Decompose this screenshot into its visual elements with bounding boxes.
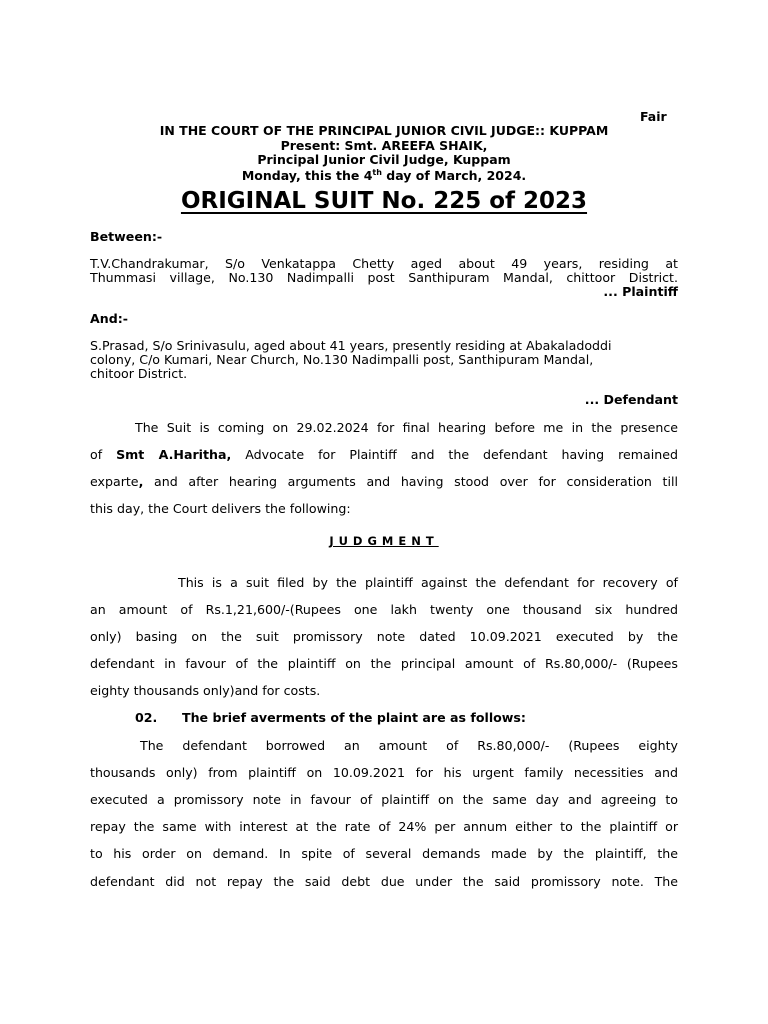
para1-line-2: an amount of Rs.1,21,600/-(Rupees one lakh twenty one thousand six hundred: [90, 602, 678, 617]
para2-line-1: The defendant borrowed an amount of Rs.80,000/- (Rupees eighty: [140, 738, 678, 753]
para1-line-3: only) basing on the suit promissory note dated 10.09.2021 executed by the: [90, 629, 678, 644]
defendant-line-1: S.Prasad, S/o Srinivasulu, aged about 41 years, presently residing at Abakaladoddi: [90, 338, 612, 353]
hearing-text: of: [90, 447, 117, 462]
judgment-heading: JUDGMENT: [329, 534, 439, 548]
plaintiff-line-2: Thummasi village, No.130 Nadimpalli post Santhipuram Mandal, chittoor District.: [90, 270, 678, 285]
judgment-date: [90, 165, 678, 183]
para2-heading: The brief averments of the plaint are as follows:: [182, 710, 526, 725]
para1-line-1: This is a suit filed by the plaintiff against the defendant for recovery of: [178, 575, 678, 590]
para1-line-4: defendant in favour of the plaintiff on the principal amount of Rs.80,000/- (Rupees: [90, 656, 678, 671]
and-label: And:-: [90, 311, 128, 326]
para2-line-2: thousands only) from plaintiff on 10.09.2021 for his urgent family necessities and: [90, 765, 678, 780]
date-prefix: Monday, this the 4: [241, 168, 373, 184]
advocate-name: Smt A.Haritha,: [116, 447, 232, 462]
defendant-role: ... Defendant: [584, 392, 678, 407]
hearing-text: exparte: [90, 474, 139, 489]
hearing-line-3: [90, 474, 678, 489]
presiding-officer: Present: Smt. AREEFA SHAIK,: [280, 138, 488, 153]
plaintiff-line-1: T.V.Chandrakumar, S/o Venkatappa Chetty aged about 49 years, residing at: [90, 256, 678, 271]
judge-designation: Principal Junior Civil Judge, Kuppam: [257, 152, 511, 167]
plaintiff-role: ... Plaintiff: [603, 284, 678, 299]
para2-line-4: repay the same with interest at the rate of 24% per annum either to the plaintiff or: [90, 819, 678, 834]
hearing-line-4: this day, the Court delivers the following:: [90, 501, 351, 516]
para2-line-3: executed a promissory note in favour of plaintiff on the same day and agreeing to: [90, 792, 678, 807]
date-ordinal: th: [372, 168, 382, 177]
court-name: IN THE COURT OF THE PRINCIPAL JUNIOR CIVIL JUDGE:: KUPPAM: [159, 123, 609, 138]
hearing-line-1: The Suit is coming on 29.02.2024 for final hearing before me in the presence: [135, 420, 678, 435]
hearing-text: Advocate for Plaintiff and the defendant having remained: [231, 447, 678, 462]
fair-label: Fair: [640, 109, 667, 124]
hearing-text: and after hearing arguments and having stood over for consideration till: [143, 474, 678, 489]
suit-title: ORIGINAL SUIT No. 225 of 2023: [180, 188, 588, 214]
between-label: Between:-: [90, 229, 163, 244]
defendant-line-3: chitoor District.: [90, 366, 188, 381]
hearing-comma: ,: [138, 474, 144, 489]
defendant-line-2: colony, C/o Kumari, Near Church, No.130 Nadimpalli post, Santhipuram Mandal,: [90, 352, 594, 367]
para2-line-6: defendant did not repay the said debt due under the said promissory note. The: [90, 874, 678, 889]
para2-number: 02.: [135, 710, 158, 725]
para2-line-5: to his order on demand. In spite of several demands made by the plaintiff, the: [90, 846, 678, 861]
date-suffix: day of March, 2024.: [381, 168, 527, 184]
para1-line-5: eighty thousands only)and for costs.: [90, 683, 321, 698]
hearing-line-2: [90, 447, 678, 462]
